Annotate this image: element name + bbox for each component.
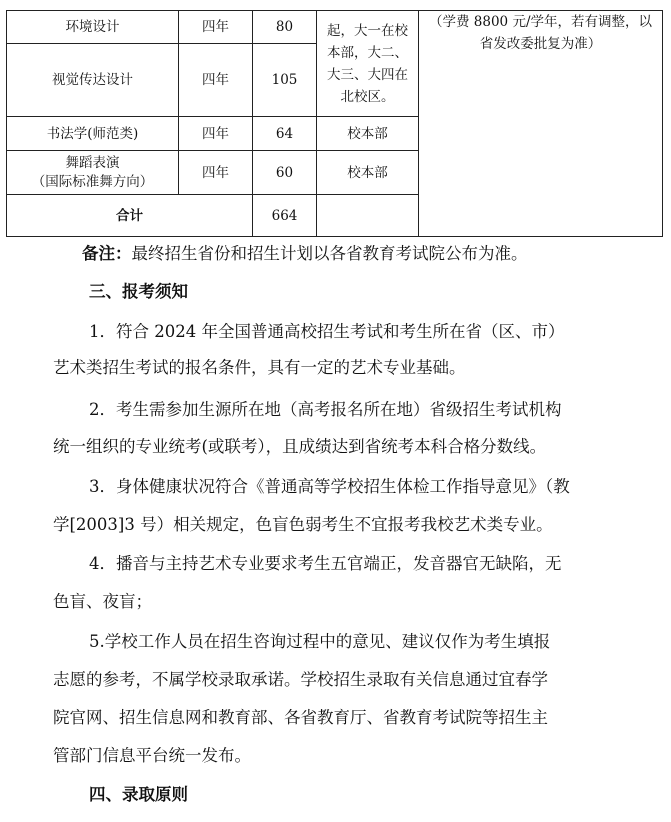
paragraph-line: 管部门信息平台统一发布。	[53, 746, 251, 765]
major-cell: 视觉传达设计	[7, 44, 179, 117]
paragraph-line: 2．考生需参加生源所在地（高考报名所在地）省级招生考试机构	[89, 400, 562, 419]
paragraph-line: 4．播音与主持艺术专业要求考生五官端正，发音器官无缺陷，无	[89, 554, 562, 573]
remark-paragraph	[82, 240, 528, 264]
fee-note-line: （学费 8800 元/学年，若有调整，以	[429, 14, 652, 30]
paragraph-line: 1．符合 2024 年全国普通高校招生考试和考生所在省（区、市）	[89, 322, 565, 341]
years-cell: 四年	[179, 151, 253, 195]
section-heading: 四、录取原则	[89, 785, 188, 804]
location-cell: 校本部	[317, 117, 419, 151]
count-cell: 60	[253, 151, 317, 195]
empty-cell	[317, 195, 419, 237]
years-cell: 四年	[179, 44, 253, 117]
major-line: 舞蹈表演	[65, 154, 120, 171]
paragraph-line: 5.学校工作人员在招生咨询过程中的意见、建议仅作为考生填报	[89, 632, 551, 651]
remark-label: 备注：	[82, 244, 132, 263]
major-cell: 书法学(师范类)	[7, 117, 179, 151]
remark-text: 最终招生省份和招生计划以各省教育考试院公布为准。	[131, 244, 528, 263]
location-line: 大三、大四在	[327, 66, 408, 83]
major-line: （国际标准舞方向）	[31, 173, 154, 190]
location-cell: 校本部	[317, 151, 419, 195]
count-cell: 105	[253, 44, 317, 117]
paragraph-line: 学[2003]3 号）相关规定，色盲色弱考生不宜报考我校艺术类专业。	[53, 515, 553, 534]
major-cell	[7, 151, 179, 195]
paragraph-line: 院官网、招生信息网和教育部、各省教育厅、省教育考试院等招生主	[53, 708, 548, 727]
table-row	[7, 11, 663, 44]
section-heading: 三、报考须知	[89, 282, 188, 301]
paragraph-line: 艺术类招生考试的报名条件，具有一定的艺术专业基础。	[53, 358, 466, 377]
location-line: 本部，大二、	[327, 44, 408, 61]
paragraph-line: 志愿的参考，不属学校录取承诺。学校招生录取有关信息通过宜春学	[53, 670, 548, 689]
total-label: 合计	[7, 195, 253, 237]
years-cell: 四年	[179, 117, 253, 151]
location-line: 起，大一在校	[327, 22, 408, 39]
campus-location-cell	[317, 11, 419, 117]
major-cell: 环境设计	[7, 11, 179, 44]
total-value: 664	[253, 195, 317, 237]
count-cell: 80	[253, 11, 317, 44]
tuition-note-cell	[419, 11, 663, 237]
fee-note-line: 省发改委批复为准）	[479, 36, 602, 52]
paragraph-line: 色盲、夜盲；	[53, 592, 152, 611]
enrollment-plan-table	[6, 10, 663, 237]
paragraph-line: 3．身体健康状况符合《普通高等学校招生体检工作指导意见》（教	[89, 477, 570, 496]
paragraph-line: 统一组织的专业统考(或联考），且成绩达到省统考本科合格分数线。	[53, 437, 547, 456]
years-cell: 四年	[179, 11, 253, 44]
location-line: 北校区。	[340, 88, 395, 105]
count-cell: 64	[253, 117, 317, 151]
